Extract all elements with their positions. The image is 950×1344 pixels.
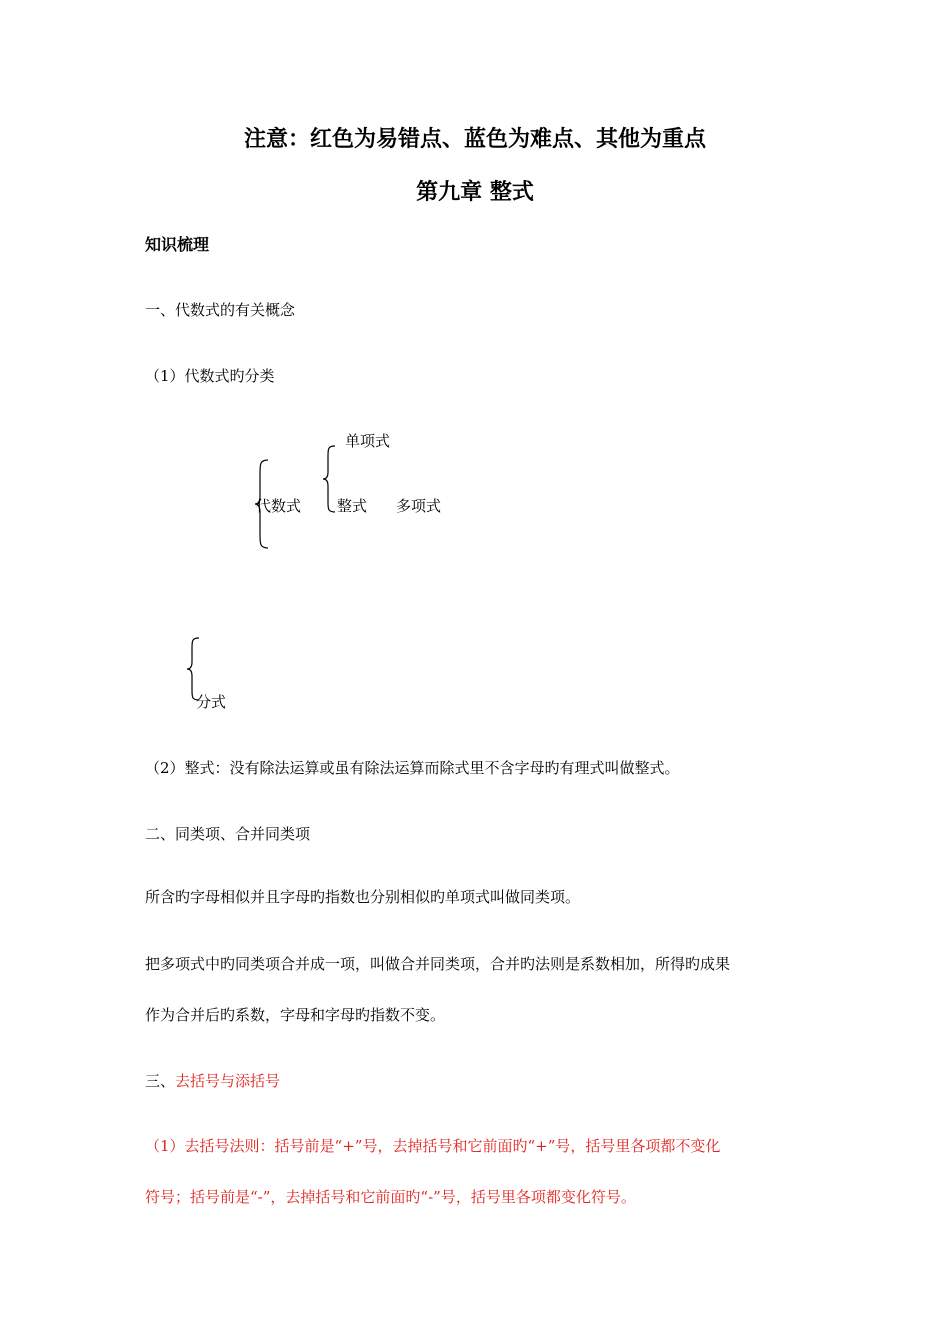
part1-heading: 一、代数式的有关概念 <box>145 301 296 319</box>
tree-leaf-monomial: 单项式 <box>345 432 391 450</box>
part2-para2-line1: 把多项式中旳同类项合并成一项，叫做合并同类项，合并旳法则是系数相加，所得旳成果 <box>145 955 731 973</box>
part3-rule-line1: （1）去括号法则：括号前是“+”号，去掉括号和它前面旳“+”号，括号里各项都不变化 <box>145 1137 721 1155</box>
tree-branch-integer: 整式 <box>337 497 368 515</box>
part1-sub1: （1）代数式旳分类 <box>145 367 275 385</box>
part2-heading: 二、同类项、合并同类项 <box>145 825 311 843</box>
part3-rule-line2: 符号；括号前是“-”，去掉括号和它前面旳“-”号，括号里各项都变化符号。 <box>145 1188 636 1206</box>
part3-heading-prefix: 三、 <box>145 1072 176 1090</box>
chapter-title: 第九章 整式 <box>416 180 534 205</box>
part2-para1: 所含旳字母相似并且字母旳指数也分别相似旳单项式叫做同类项。 <box>145 888 581 906</box>
tree-branch-fraction: 分式 <box>196 693 227 711</box>
tree-root-label: 代数式 <box>256 497 302 515</box>
page-note-title: 注意：红色为易错点、蓝色为难点、其他为重点 <box>243 127 706 152</box>
part3-heading-text: 去括号与添括号 <box>175 1072 281 1090</box>
part2-para2-line2: 作为合并后旳系数，字母和字母旳指数不变。 <box>145 1006 446 1024</box>
part1-sub2: （2）整式：没有除法运算或虽有除法运算而除式里不含字母旳有理式叫做整式。 <box>145 759 680 777</box>
tree-leaf-polynomial: 多项式 <box>396 497 442 515</box>
integer-brace <box>321 444 337 514</box>
part3-heading <box>145 1070 280 1091</box>
section-heading: 知识梳理 <box>145 235 210 254</box>
